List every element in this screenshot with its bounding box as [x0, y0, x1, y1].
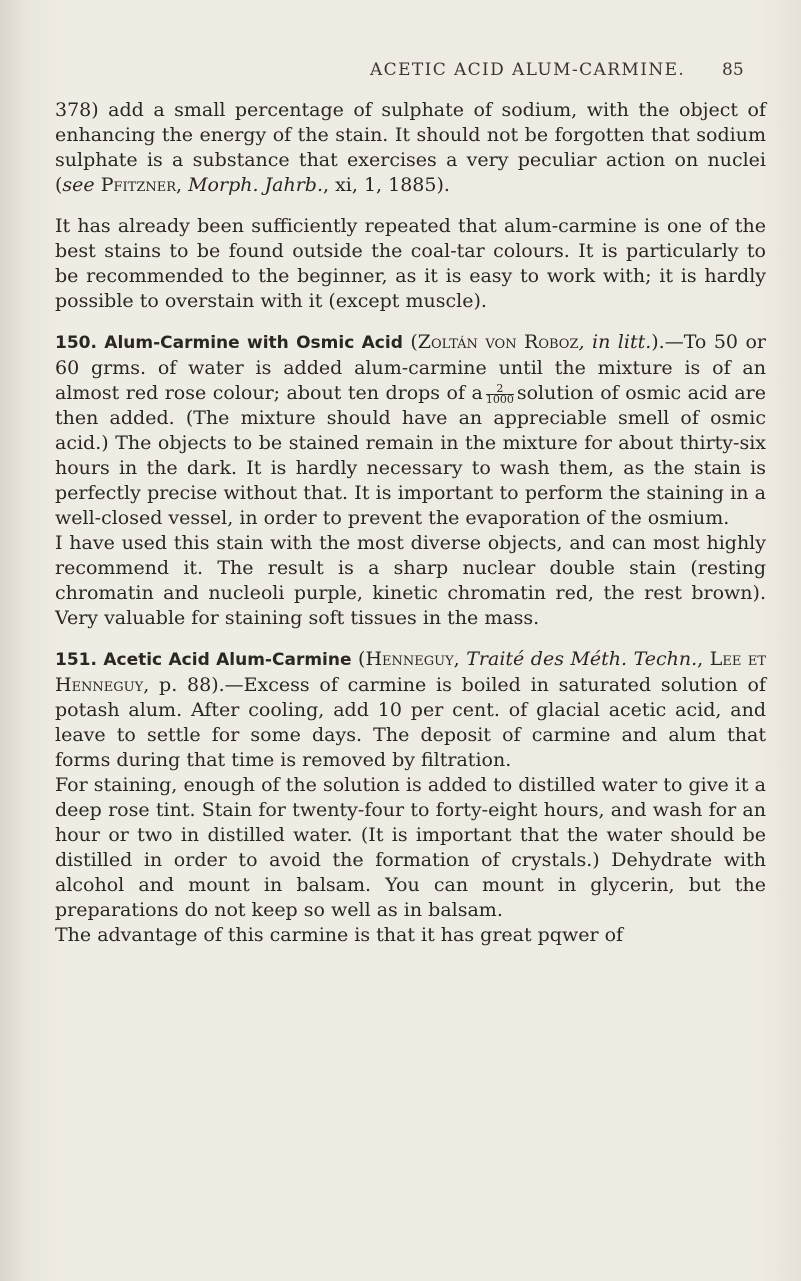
section-150-author: Zoltán von Roboz: [417, 331, 579, 353]
section-151-text-a: , p. 88).—Excess of carmine is boiled in saturated solution of potash alum. After cooling, add 10 per cent. of glacial acetic acid, and leave to settle for some days. The deposit of carmine and alum that forms during that time is removed by filtration.: [55, 674, 766, 771]
paragraph-text: 378) add a small percentage of sulphate of sodium, with the object of enhancing the energy of the stain. It should not be forgotten that sodium sulphate is a substance that exercises a very peculiar action on nuclei (: [55, 99, 766, 196]
section-150: [55, 330, 766, 531]
section-150-heading: 150. Alum-Carmine with Osmic Acid: [55, 333, 403, 353]
section-151-author-2: Lee et Henneguy: [55, 648, 767, 696]
section-150-open-paren: (: [402, 331, 418, 353]
citation-volume: , xi, 1, 1885).: [323, 174, 450, 196]
section-151: [55, 647, 766, 773]
section-150-text-b: solution of osmic acid are then added. (The mixture should have an appreciable smell of osmic acid.) The objects to be stained remain in the mixture for about thirty-six hours in the dark. It is hardly necessary to wash them, as the stain is perfectly precise without that. It is important to perform the staining in a well-closed vessel, in order to prevent the evaporation of the osmium.: [55, 382, 766, 529]
page-number: 85: [722, 60, 744, 80]
paragraph-continuation: [55, 98, 766, 198]
paragraph-alum-carmine-summary: It has already been sufficiently repeated that alum-carmine is one of the best stains to be found outside the coal-tar colours. It is particularly to be recommended to the beginner, as it is easy to work with; it is hardly possible to overstain with it (except muscle).: [55, 215, 766, 312]
fraction-numerator: 2: [486, 384, 514, 395]
section-151-separator: ,: [697, 648, 710, 670]
running-title: ACETIC ACID ALUM-CARMINE.: [370, 60, 686, 80]
fraction: [485, 381, 514, 406]
section-151-open-paren: (: [351, 648, 366, 670]
section-151-work-title: Traité des Méth. Techn.: [466, 648, 698, 670]
section-150-recommendation: I have used this stain with the most diverse objects, and can most highly recommend it. The result is a sharp nuclear double stain (resting chromatin and nucleoli purple, kinetic chromatin red, the rest brown). Very valuable for staining soft tissues in the mass.: [55, 532, 766, 629]
section-150-text-a: ).—To 50 or 60 grms. of water is added alum-carmine until the mixture is of an almost red rose colour; about ten drops of a: [55, 331, 766, 404]
section-151-author-1: Henneguy: [365, 648, 454, 670]
fraction-denominator: 1000: [485, 392, 514, 406]
see-italic: see: [62, 174, 95, 196]
section-150-reference: , in litt.: [578, 331, 652, 353]
citation-author: Pfitzner,: [94, 174, 189, 196]
section-151-heading: 151. Acetic Acid Alum-Carmine: [55, 650, 352, 670]
section-151-staining: For staining, enough of the solution is added to distilled water to give it a deep rose tint. Stain for twenty-four to forty-eight hours, and wash for an hour or two in distilled water. (It is important that the water should be distilled in order to avoid the formation of crystals.) Dehydrate with alcohol and mount in balsam. You can mount in glycerin, but the preparations do not keep so well as in balsam.: [55, 774, 766, 921]
body-text: [55, 98, 766, 948]
section-151-advantage: The advantage of this carmine is that it has great pqwer of: [55, 924, 624, 946]
citation-journal: Morph. Jahrb.: [188, 174, 324, 196]
section-151-comma: ,: [453, 648, 467, 670]
